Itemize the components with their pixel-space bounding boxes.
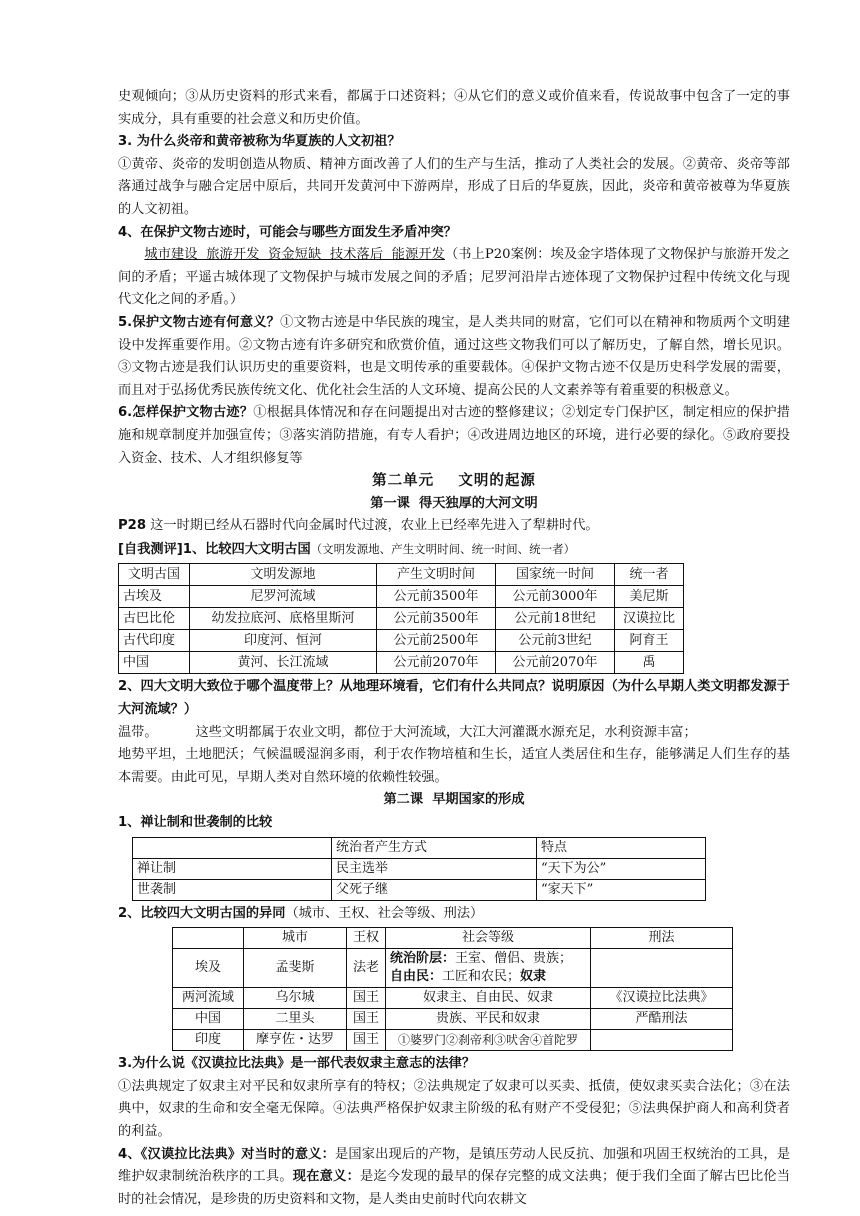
p28-label: P28 bbox=[118, 518, 147, 534]
q5-answer: ①文物古迹是中华民族的瑰宝，是人类共同的财富，它们可以在精神和物质两个文明建设中发挥重要作用。②文物古迹有许多研究和欣赏价值，通过这些文物我们可以了解历史，了解自然，增长见识。③文物古迹是我们认识历史的重要资料，也是文明传承的重要载体。④保护文物古迹不仅是历史科学发展的需要，而且对于弘扬优秀民族传统文化、优化社会生活的人文环境、提高公民的人文素养等有着重要的积极意义。 bbox=[118, 314, 791, 398]
l2-q4-answer-a: 是国家出现后的产物，是镇压劳动人民反抗、加强和巩固王权统治的工具，是维护奴隶制统治秩序的工具。 bbox=[118, 1146, 791, 1185]
table-row bbox=[119, 608, 684, 630]
table-cell: 摩亨佐・达罗 bbox=[244, 1030, 347, 1051]
table-row bbox=[119, 586, 684, 608]
table-cell: 古埃及 bbox=[119, 586, 190, 608]
table-header: 王权 bbox=[347, 928, 386, 949]
l2-q2-title-line bbox=[118, 903, 790, 926]
table-cell: “家天下” bbox=[537, 879, 706, 900]
q6-title: 6.怎样保护文物古迹？ bbox=[118, 405, 254, 421]
table-header: 刑法 bbox=[591, 928, 733, 949]
table-cell: 严酷刑法 bbox=[591, 1009, 733, 1030]
q5-title: 5.保护文物古迹有何意义？ bbox=[118, 314, 281, 330]
table1-caption-title: [自我测评]1、比较四大文明古国 bbox=[118, 541, 311, 557]
table-cell: 古代印度 bbox=[119, 630, 190, 652]
q6-block bbox=[118, 402, 790, 470]
table-header: 文明古国 bbox=[119, 564, 190, 586]
table-cell bbox=[386, 949, 591, 988]
table-cell: 禅让制 bbox=[133, 858, 332, 879]
table-cell: 阿育王 bbox=[615, 630, 684, 652]
table-cell: 民主选举 bbox=[332, 858, 537, 879]
q4-answer bbox=[118, 244, 790, 312]
table-header: 特点 bbox=[537, 837, 706, 858]
table-cell: 国王 bbox=[347, 988, 386, 1009]
l2-q1-title: 1、禅让制和世袭制的比较 bbox=[118, 815, 273, 831]
table-cell: 古巴比伦 bbox=[119, 608, 190, 630]
table1-caption bbox=[118, 538, 790, 562]
rank-text: 王室、僧侣、贵族； bbox=[455, 951, 573, 967]
table-header bbox=[173, 928, 244, 949]
table-cell: ①婆罗门②刹帝利③吠舍④首陀罗 bbox=[386, 1030, 591, 1051]
q2-title: 2、四大文明大致位于哪个温度带上？从地理环境看，它们有什么共同点？说明原因（为什么早期人类文明都发源于大河流域？） bbox=[118, 679, 790, 718]
table-row bbox=[133, 858, 706, 879]
table-header: 城市 bbox=[244, 928, 347, 949]
q3-answer: ①黄帝、炎帝的发明创造从物质、精神方面改善了人们的生产与生活，推动了人类社会的发展。②黄帝、炎帝等部落通过战争与融合定居中原后，共同开发黄河中下游两岸，形成了日后的华夏族，因此，炎帝和黄帝被尊为华夏族的人文初祖。 bbox=[118, 156, 790, 217]
table-row bbox=[133, 837, 706, 858]
table-cell: 尼罗河流域 bbox=[190, 586, 377, 608]
table-row bbox=[133, 879, 706, 900]
civilizations-table bbox=[118, 563, 684, 674]
table-cell: 法老 bbox=[347, 949, 386, 988]
table-row bbox=[173, 988, 733, 1009]
l2-q3-answer: ①法典规定了奴隶主对平民和奴隶所享有的特权；②法典规定了奴隶可以买卖、抵债，使奴隶买卖合法化；③在法典中，奴隶的生命和安全毫无保障。④法典严格保护奴隶主阶级的私有财产不受侵犯；⑤法典保护商人和高利贷者的利益。 bbox=[118, 1078, 790, 1139]
table-cell: “天下为公” bbox=[537, 858, 706, 879]
table-row bbox=[173, 1009, 733, 1030]
q2-answer-rest: 地势平坦，土地肥沃；气候温暖湿润多雨，利于农作物培植和生长，适宜人类居住和生存，能够满足人们生存的基本需要。由此可见，早期人类对自然环境的依赖性较强。 bbox=[118, 747, 790, 785]
l2-q2-note: （城市、王权、社会等级、刑法） bbox=[285, 905, 484, 921]
lesson2-title: 第二课 早期国家的形成 bbox=[383, 792, 525, 808]
table-header: 统一者 bbox=[615, 564, 684, 586]
table-cell: 公元前18世纪 bbox=[496, 608, 615, 630]
table-cell: 奴隶主、自由民、奴隶 bbox=[386, 988, 591, 1009]
table-row bbox=[119, 630, 684, 652]
table-cell: 黄河、长江流域 bbox=[190, 652, 377, 674]
table-cell: 美尼斯 bbox=[615, 586, 684, 608]
l2-q2-title: 2、比较四大文明古国的异同 bbox=[118, 905, 286, 921]
table-header: 社会等级 bbox=[386, 928, 591, 949]
q4-title: 4、在保护文物古迹时，可能会与哪些方面发生矛盾冲突？ bbox=[118, 224, 457, 240]
l2-q4-title: 4、《汉谟拉比法典》对当时的意义： bbox=[118, 1146, 335, 1162]
table-cell: 中国 bbox=[173, 1009, 244, 1030]
table-row bbox=[119, 652, 684, 674]
paragraph-continued: 史观倾向；③从历史资料的形式来看，都属于口述资料；④从它们的意义或价值来看，传说故事中包含了一定的事实成分，具有重要的社会意义和历史价值。 bbox=[118, 89, 790, 127]
table-cell: 公元前3500年 bbox=[377, 586, 496, 608]
lesson1-title: 第一课 得天独厚的大河文明 bbox=[370, 495, 538, 511]
q2-answer-reason: 这些文明都属于农业文明，都位于大河流域，大江大河灌溉水源充足，水利资源丰富； bbox=[195, 724, 697, 740]
table-cell bbox=[591, 1030, 733, 1051]
table-cell: 《汉谟拉比法典》 bbox=[591, 988, 733, 1009]
table-cell: 两河流域 bbox=[173, 988, 244, 1009]
unit-title: 第二单元 文明的起源 bbox=[372, 473, 536, 490]
table-cell: 汉谟拉比 bbox=[615, 608, 684, 630]
succession-table bbox=[132, 837, 706, 901]
comparison-table bbox=[172, 927, 733, 1051]
l2-q4-block bbox=[118, 1144, 790, 1212]
q4-keywords: 城市建设 旅游开发 资金短缺 技术落后 能源开发 bbox=[144, 247, 445, 263]
table-cell: 埃及 bbox=[173, 949, 244, 988]
q5-block bbox=[118, 312, 790, 402]
l2-q3-title: 3.为什么说《汉谟拉比法典》是一部代表奴隶主意志的法律？ bbox=[118, 1056, 476, 1072]
table-cell: 二里头 bbox=[244, 1009, 347, 1030]
q4-note: （书上P20案例：埃及金字塔体现了文物保护与旅游开发之间的矛盾；平遥古城体现了文物保护与城市发展之间的矛盾；尼罗河沿岸古迹体现了文物保护过程中传统文化与现代文化之间的矛盾。） bbox=[118, 247, 790, 308]
table-cell: 乌尔城 bbox=[244, 988, 347, 1009]
table-cell: 国王 bbox=[347, 1030, 386, 1051]
table-cell bbox=[591, 949, 733, 988]
table-cell: 中国 bbox=[119, 652, 190, 674]
table-cell: 父死子继 bbox=[332, 879, 537, 900]
table-cell: 公元前2500年 bbox=[377, 630, 496, 652]
table-cell: 印度 bbox=[173, 1030, 244, 1051]
table-header: 产生文明时间 bbox=[377, 564, 496, 586]
rank-label: 统治阶层： bbox=[390, 951, 456, 967]
table-row bbox=[119, 564, 684, 586]
p28-line bbox=[118, 515, 790, 538]
l2-q4-answer-b: 是迄今发现的最早的保存完整的成文法典；便于我们全面了解古巴比伦当时的社会情况，是珍贵的历史资料和文物，是人类由史前时代向农耕文 bbox=[118, 1169, 791, 1207]
table-row bbox=[173, 949, 733, 988]
table-cell: 公元前3500年 bbox=[377, 608, 496, 630]
q3-title: 3. 为什么炎帝和黄帝被称为华夏族的人文初祖？ bbox=[118, 134, 401, 150]
document-page bbox=[118, 86, 790, 1211]
table-header bbox=[133, 837, 332, 858]
table-cell: 国王 bbox=[347, 1009, 386, 1030]
table1-caption-note: （文明发源地、产生文明时间、统一时间、统一者） bbox=[310, 541, 576, 556]
q2-answer-short: 温带。 bbox=[118, 724, 158, 740]
table-header: 国家统一时间 bbox=[496, 564, 615, 586]
p28-text: 这一时期已经从石器时代向金属时代过渡，农业上已经率先进入了犁耕时代。 bbox=[146, 518, 599, 534]
table-row bbox=[173, 1030, 733, 1051]
rank-label: 奴隶 bbox=[520, 969, 547, 985]
table-header: 文明发源地 bbox=[190, 564, 377, 586]
table-cell: 公元前3000年 bbox=[496, 586, 615, 608]
rank-text: 工匠和农民； bbox=[442, 969, 521, 985]
table-cell: 禹 bbox=[615, 652, 684, 674]
table-cell: 幼发拉底河、底格里斯河 bbox=[190, 608, 377, 630]
l2-q4-now-label: 现在意义： bbox=[292, 1169, 361, 1185]
table-cell: 公元前3世纪 bbox=[496, 630, 615, 652]
table-cell: 印度河、恒河 bbox=[190, 630, 377, 652]
table-cell: 世袭制 bbox=[133, 879, 332, 900]
table-row bbox=[173, 928, 733, 949]
q2-answer-line1 bbox=[118, 722, 790, 745]
table-cell: 公元前2070年 bbox=[377, 652, 496, 674]
q6-answer: ①根据具体情况和存在问题提出对古迹的整修建议；②划定专门保护区，制定相应的保护措施和规章制度并加强宣传；③落实消防措施，有专人看护；④改进周边地区的环境，进行必要的绿化。⑤政府要投入资金、技术、人才组织修复等 bbox=[118, 405, 790, 466]
table-cell: 贵族、平民和奴隶 bbox=[386, 1009, 591, 1030]
table-cell: 孟斐斯 bbox=[244, 949, 347, 988]
rank-label: 自由民： bbox=[390, 969, 443, 985]
table-cell: 公元前2070年 bbox=[496, 652, 615, 674]
table-header: 统治者产生方式 bbox=[332, 837, 537, 858]
